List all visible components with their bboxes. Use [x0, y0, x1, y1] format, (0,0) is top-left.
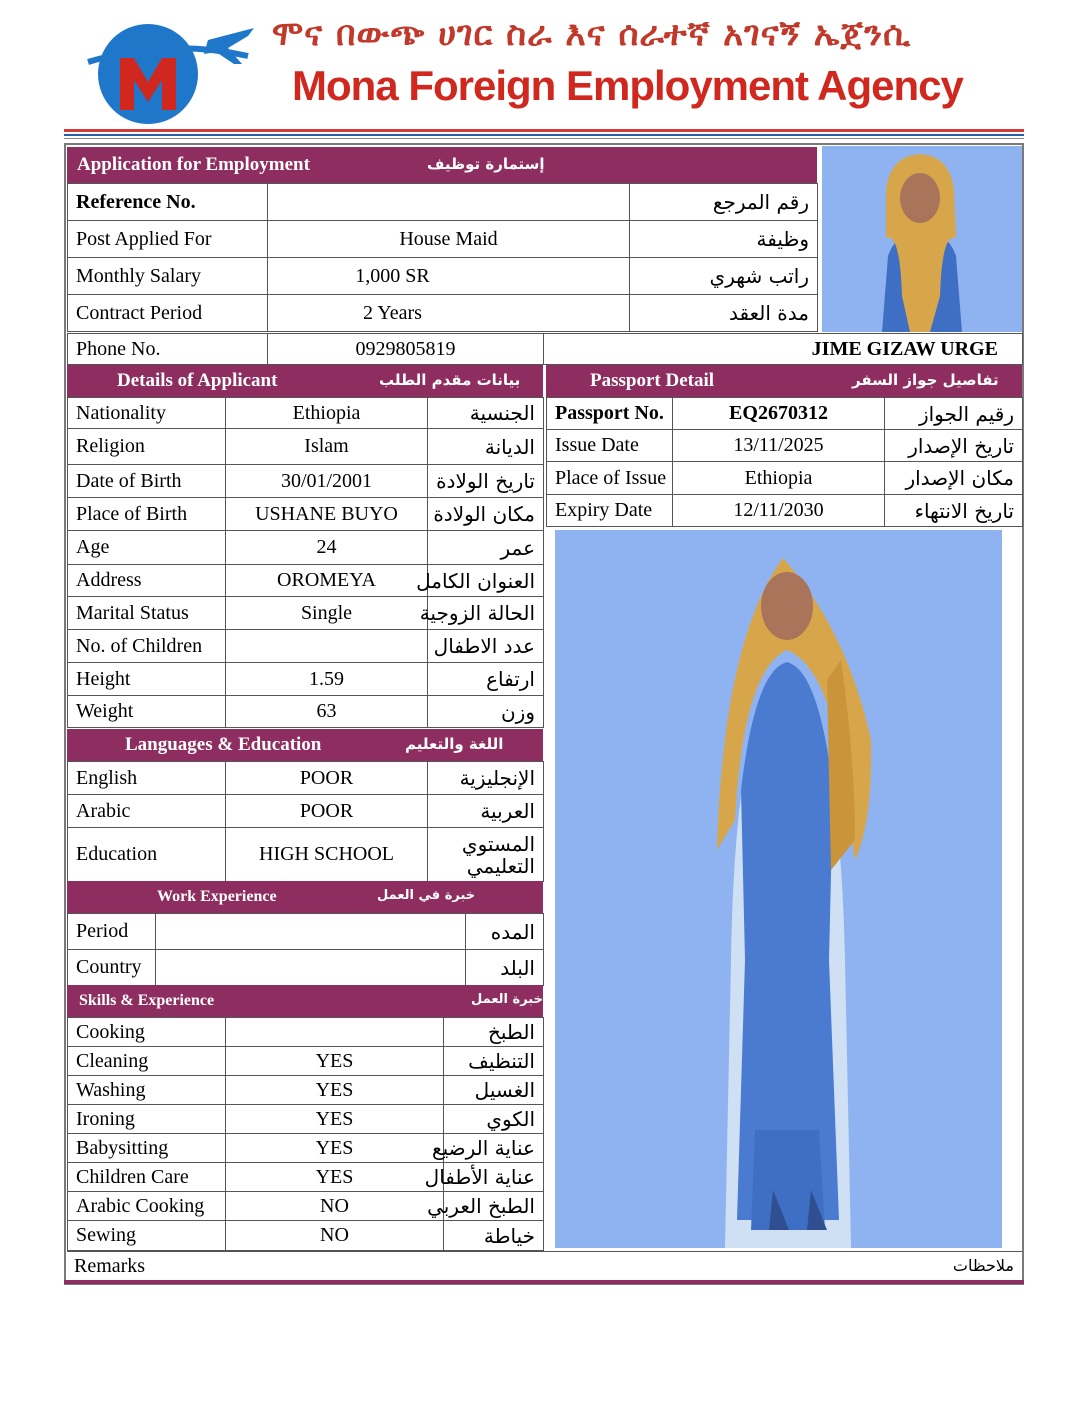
passport-row-label: Place of Issue [547, 462, 673, 495]
passport-section-bar [546, 365, 1022, 397]
skills-section-bar [67, 985, 543, 1017]
footer-bar [64, 1280, 1024, 1284]
skills-row-value: YES [226, 1076, 444, 1105]
phone-value: 0929805819 [268, 334, 544, 365]
table-row [68, 1163, 544, 1192]
skills-row-value: YES [226, 1163, 444, 1192]
applicant-name: JIME GIZAW URGE [544, 334, 1023, 365]
applicant-row-label: Age [68, 531, 226, 565]
skills-row-label: Ironing [68, 1105, 226, 1134]
salary-value: 1,000 SR [268, 258, 630, 295]
skills-table [67, 1017, 544, 1251]
applicant-row-label: Nationality [68, 398, 226, 429]
applicant-row-label-ar: الجنسية [428, 398, 544, 429]
languages-row-label-ar: المستوي التعليمي [428, 828, 544, 882]
skills-row-value [226, 1018, 444, 1047]
skills-row-label: Babysitting [68, 1134, 226, 1163]
work-row-value [156, 950, 466, 986]
table-row [68, 1192, 544, 1221]
contract-value: 2 Years [268, 295, 630, 332]
application-title-bar [67, 147, 817, 183]
applicant-row-value [226, 630, 428, 663]
portrait-photo [822, 146, 1022, 332]
skills-row-label: Cleaning [68, 1047, 226, 1076]
passport-row-label: Issue Date [547, 430, 673, 462]
passport-section-title-ar: تفاصيل جواز السفر [852, 371, 999, 389]
reference-label: Reference No. [68, 184, 268, 221]
work-row-label-ar: المده [466, 914, 544, 950]
skills-row-label-ar: خياطة [444, 1221, 544, 1251]
skills-row-label-ar: الغسيل [444, 1076, 544, 1105]
application-title: Application for Employment [77, 154, 310, 175]
applicant-row-value: 63 [226, 696, 428, 728]
passport-section-title: Passport Detail [590, 370, 715, 391]
work-section-title: Work Experience [157, 888, 277, 905]
work-table [67, 913, 544, 986]
table-row [68, 465, 544, 498]
full-body-photo [555, 530, 1002, 1248]
applicant-row-label-ar: ارتفاع [428, 663, 544, 696]
applicant-row-label-ar: عدد الاطفال [428, 630, 544, 663]
header-divider-blue [64, 134, 1024, 136]
agency-name-english: Mona Foreign Employment Agency [292, 62, 963, 109]
languages-section-title: Languages & Education [125, 734, 322, 755]
applicant-row-label: Religion [68, 429, 226, 465]
passport-row-label-ar: تاريخ الإصدار [885, 430, 1023, 462]
languages-row-label: Arabic [68, 795, 226, 828]
passport-row-value: 12/11/2030 [673, 495, 885, 527]
post-label-ar: وظيفة [630, 221, 818, 258]
skills-row-label-ar: عناية الأطفال [444, 1163, 544, 1192]
reference-label-ar: رقم المرجع [630, 184, 818, 221]
table-row [68, 429, 544, 465]
passport-row-label-ar: تاريخ الانتهاء [885, 495, 1023, 527]
work-row-label-ar: البلد [466, 950, 544, 986]
skills-row-label: Children Care [68, 1163, 226, 1192]
languages-row-label: Education [68, 828, 226, 882]
contract-label-ar: مدة العقد [630, 295, 818, 332]
passport-row-label: Passport No. [547, 398, 673, 430]
table-row [547, 495, 1023, 527]
applicant-row-value: 30/01/2001 [226, 465, 428, 498]
skills-row-label: Cooking [68, 1018, 226, 1047]
remarks-label-ar: ملاحظات [952, 1256, 1014, 1275]
application-table [67, 183, 818, 332]
applicant-row-label-ar: العنوان الكامل [428, 565, 544, 597]
header-divider-grey [64, 138, 1024, 139]
passport-row-label: Expiry Date [547, 495, 673, 527]
languages-row-label-ar: الإنجليزية [428, 762, 544, 795]
salary-label-ar: راتب شهري [630, 258, 818, 295]
work-row-label: Country [68, 950, 156, 986]
applicant-row-label: Weight [68, 696, 226, 728]
passport-row-label-ar: رقيم الجواز [885, 398, 1023, 430]
applicant-row-label: Marital Status [68, 597, 226, 630]
skills-row-label-ar: الطبخ [444, 1018, 544, 1047]
applicant-section-bar [67, 365, 543, 397]
table-row [68, 221, 818, 258]
applicant-row-value: OROMEYA [226, 565, 428, 597]
header-divider-red [64, 129, 1024, 132]
post-label: Post Applied For [68, 221, 268, 258]
skills-row-label-ar: التنظيف [444, 1047, 544, 1076]
applicant-row-label: Address [68, 565, 226, 597]
full-body-figure [555, 530, 1002, 1248]
page-header [0, 0, 1088, 140]
work-row-label: Period [68, 914, 156, 950]
applicant-row-label-ar: الحالة الزوجية [428, 597, 544, 630]
table-row [68, 531, 544, 565]
applicant-row-value: 1.59 [226, 663, 428, 696]
work-section-bar [67, 881, 543, 913]
table-row [68, 184, 818, 221]
languages-section-bar [67, 729, 543, 761]
remarks-label: Remarks [74, 1255, 146, 1277]
skills-row-value: YES [226, 1134, 444, 1163]
languages-row-value: POOR [226, 762, 428, 795]
applicant-row-label: Place of Birth [68, 498, 226, 531]
skills-row-label: Sewing [68, 1221, 226, 1251]
applicant-section-title: Details of Applicant [117, 370, 278, 391]
table-row [68, 398, 544, 429]
table-row [68, 914, 544, 950]
reference-value [268, 184, 630, 221]
applicant-row-label-ar: تاريخ الولادة [428, 465, 544, 498]
salary-label: Monthly Salary [68, 258, 268, 295]
skills-row-value: NO [226, 1192, 444, 1221]
passport-row-value: Ethiopia [673, 462, 885, 495]
applicant-section-title-ar: بيانات مقدم الطلب [379, 371, 521, 389]
table-row [68, 1221, 544, 1251]
table-row [68, 630, 544, 663]
skills-row-label-ar: الكوي [444, 1105, 544, 1134]
table-row [68, 696, 544, 728]
skills-row-label-ar: عناية الرضيع [444, 1134, 544, 1163]
applicant-row-value: Ethiopia [226, 398, 428, 429]
phone-name-table [67, 333, 1023, 365]
table-row [68, 1076, 544, 1105]
work-section-title-ar: خبرة في العمل [377, 888, 476, 903]
table-row [68, 597, 544, 630]
applicant-row-label-ar: الديانة [428, 429, 544, 465]
applicant-table [67, 397, 544, 728]
passport-row-value: 13/11/2025 [673, 430, 885, 462]
table-row [68, 1047, 544, 1076]
applicant-row-label: Height [68, 663, 226, 696]
application-title-ar: إستمارة توظيف [427, 155, 545, 173]
work-row-value [156, 914, 466, 950]
table-row [68, 1018, 544, 1047]
applicant-row-label: No. of Children [68, 630, 226, 663]
applicant-row-value: Islam [226, 429, 428, 465]
applicant-row-value: Single [226, 597, 428, 630]
applicant-row-label: Date of Birth [68, 465, 226, 498]
skills-row-label-ar: الطبخ العربي [444, 1192, 544, 1221]
languages-row-value: HIGH SCHOOL [226, 828, 428, 882]
table-row [68, 1105, 544, 1134]
skills-row-value: YES [226, 1105, 444, 1134]
post-value: House Maid [268, 221, 630, 258]
languages-row-label: English [68, 762, 226, 795]
languages-row-value: POOR [226, 795, 428, 828]
passport-row-label-ar: مكان الإصدار [885, 462, 1023, 495]
languages-section-title-ar: اللغة والتعليم [405, 735, 504, 753]
table-row [547, 430, 1023, 462]
languages-row-label-ar: العربية [428, 795, 544, 828]
table-row [547, 462, 1023, 495]
table-row [68, 762, 544, 795]
passport-table [546, 397, 1023, 527]
table-row [68, 663, 544, 696]
phone-label: Phone No. [68, 334, 268, 365]
skills-row-value: YES [226, 1047, 444, 1076]
table-row [68, 795, 544, 828]
languages-table [67, 761, 544, 882]
applicant-row-value: 24 [226, 531, 428, 565]
skills-section-title-ar: خبرة العمل [471, 992, 543, 1007]
skills-row-label: Arabic Cooking [68, 1192, 226, 1221]
agency-logo [78, 18, 258, 126]
passport-row-value: EQ2670312 [673, 398, 885, 430]
remarks-row [67, 1251, 1022, 1281]
applicant-row-value: USHANE BUYO [226, 498, 428, 531]
applicant-row-label-ar: مكان الولادة [428, 498, 544, 531]
skills-row-label: Washing [68, 1076, 226, 1105]
table-row [68, 1134, 544, 1163]
table-row [68, 334, 1023, 365]
applicant-row-label-ar: وزن [428, 696, 544, 728]
table-row [68, 258, 818, 295]
table-row [68, 498, 544, 531]
portrait-figure [822, 146, 1022, 332]
table-row [68, 565, 544, 597]
table-row [68, 828, 544, 882]
table-row [68, 295, 818, 332]
contract-label: Contract Period [68, 295, 268, 332]
applicant-row-label-ar: عمر [428, 531, 544, 565]
table-row [68, 950, 544, 986]
skills-row-value: NO [226, 1221, 444, 1251]
agency-name-amharic: ሞና በውጭ ሀገር ስራ እና ሰራተኛ አገናኝ ኤጀንሲ [272, 14, 912, 54]
skills-section-title: Skills & Experience [79, 992, 215, 1009]
table-row [547, 398, 1023, 430]
